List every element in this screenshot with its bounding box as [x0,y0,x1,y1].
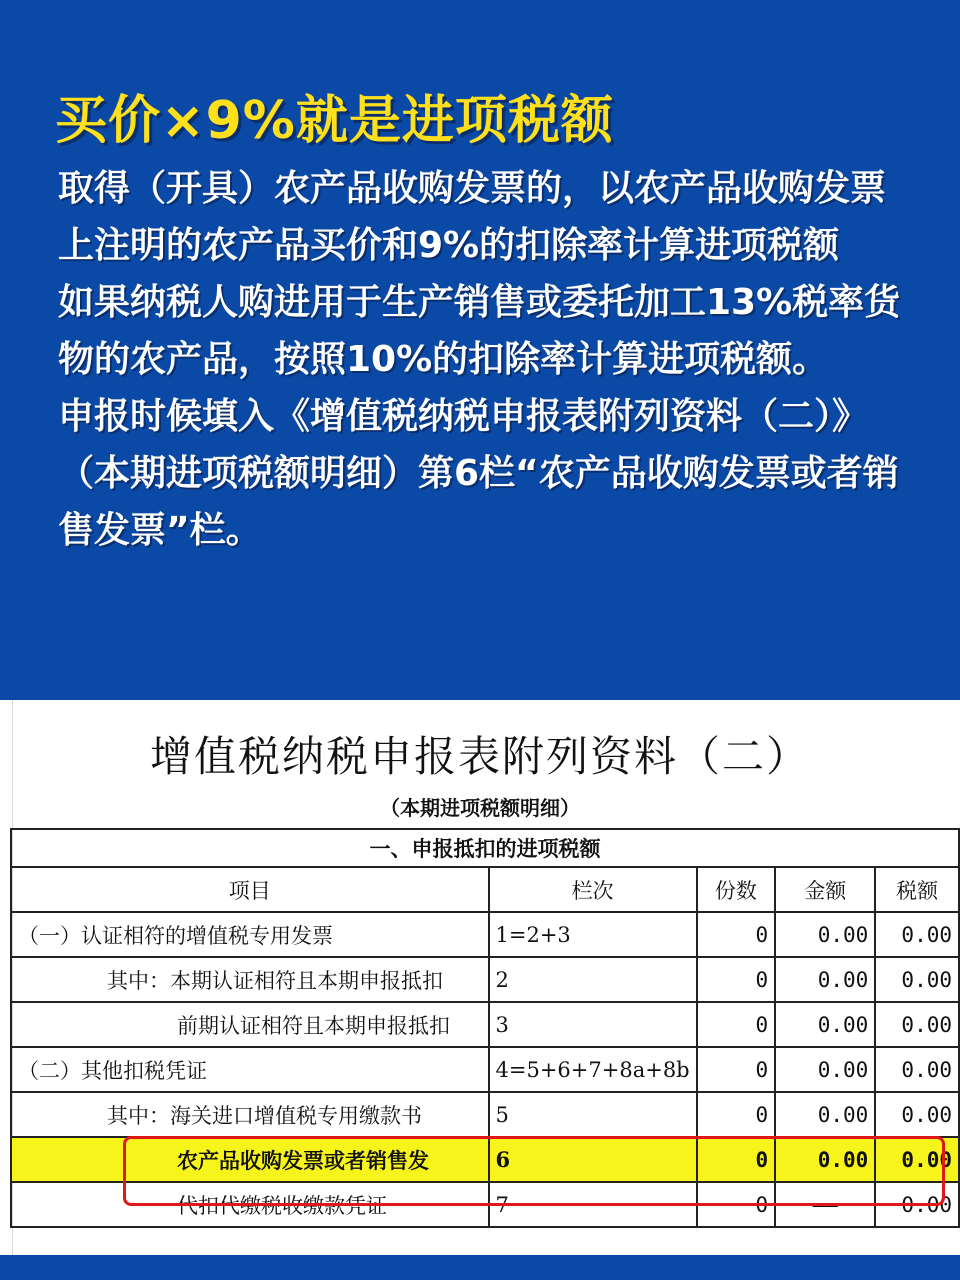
header-col: 栏次 [489,867,697,912]
body-text [58,160,918,559]
table-row [11,912,959,957]
row-col[interactable]: 6 [489,1137,697,1182]
headline: 买价×9%就是进项税额 [55,91,614,151]
row-item[interactable]: 代扣代缴税收缴款凭证 [11,1182,489,1227]
row-amount[interactable]: 0.00 [775,1047,875,1092]
row-item[interactable]: （二）其他扣税凭证 [11,1047,489,1092]
header-count: 份数 [697,867,776,912]
row-tax[interactable]: 0.00 [875,1092,959,1137]
header-tax: 税额 [875,867,959,912]
row-tax[interactable]: 0.00 [875,912,959,957]
row-item[interactable]: 其中：海关进口增值税专用缴款书 [11,1092,489,1137]
row-amount[interactable]: 0.00 [775,1137,875,1182]
bottom-band [0,1255,960,1280]
row-col[interactable]: 7 [489,1182,697,1227]
paragraph-3: 申报时候填入《增值税纳税申报表附列资料（二）》（本期进项税额明细）第6栏“农产品收购发票或者销售发票”栏。 [58,396,899,551]
row-count[interactable]: 0 [697,1182,776,1227]
paragraph-2: 如果纳税人购进用于生产销售或委托加工13%税率货物的农产品，按照10%的扣除率计算进项税额。 [58,282,901,380]
row-col[interactable]: 4=5+6+7+8a+8b [489,1047,697,1092]
row-item[interactable]: （一）认证相符的增值税专用发票 [11,912,489,957]
row-count[interactable]: 0 [697,957,776,1002]
row-col[interactable]: 2 [489,957,697,1002]
row-col[interactable]: 3 [489,1002,697,1047]
row-count[interactable]: 0 [697,1092,776,1137]
row-amount[interactable]: 0.00 [775,957,875,1002]
row-count[interactable]: 0 [697,1047,776,1092]
header-amount: 金额 [775,867,875,912]
table-row [11,1092,959,1137]
row-amount[interactable]: —— [775,1182,875,1227]
row-col[interactable]: 5 [489,1092,697,1137]
row-amount[interactable]: 0.00 [775,1002,875,1047]
row-amount[interactable]: 0.00 [775,912,875,957]
column-header-row [11,867,959,912]
row-item[interactable]: 其中：本期认证相符且本期申报抵扣 [11,957,489,1002]
header-item: 项目 [11,867,489,912]
row-tax[interactable]: 0.00 [875,1002,959,1047]
row-tax[interactable]: 0.00 [875,1137,959,1182]
row-tax[interactable]: 0.00 [875,1182,959,1227]
row-item[interactable]: 前期认证相符且本期申报抵扣 [11,1002,489,1047]
sheet-subtitle: （本期进项税额明细） [380,796,580,820]
row-count[interactable]: 0 [697,1002,776,1047]
row-item[interactable]: 农产品收购发票或者销售发 [11,1137,489,1182]
highlight-annotation-box [123,1136,945,1206]
row-col[interactable]: 1=2+3 [489,912,697,957]
spreadsheet-screenshot [0,700,960,1255]
table-row [11,1002,959,1047]
row-tax[interactable]: 0.00 [875,1047,959,1092]
row-amount[interactable]: 0.00 [775,1092,875,1137]
section-title: 一、申报抵扣的进项税额 [11,829,959,867]
row-count[interactable]: 0 [697,912,776,957]
table-row [11,1047,959,1092]
section-header-row [11,829,959,867]
paragraph-1: 取得（开具）农产品收购发票的，以农产品收购发票上注明的农产品买价和9%的扣除率计算进项税额 [58,168,887,266]
sheet-title: 增值税纳税申报表附列资料（二） [149,732,810,781]
row-count[interactable]: 0 [697,1137,776,1182]
table-row [11,957,959,1002]
row-tax[interactable]: 0.00 [875,957,959,1002]
